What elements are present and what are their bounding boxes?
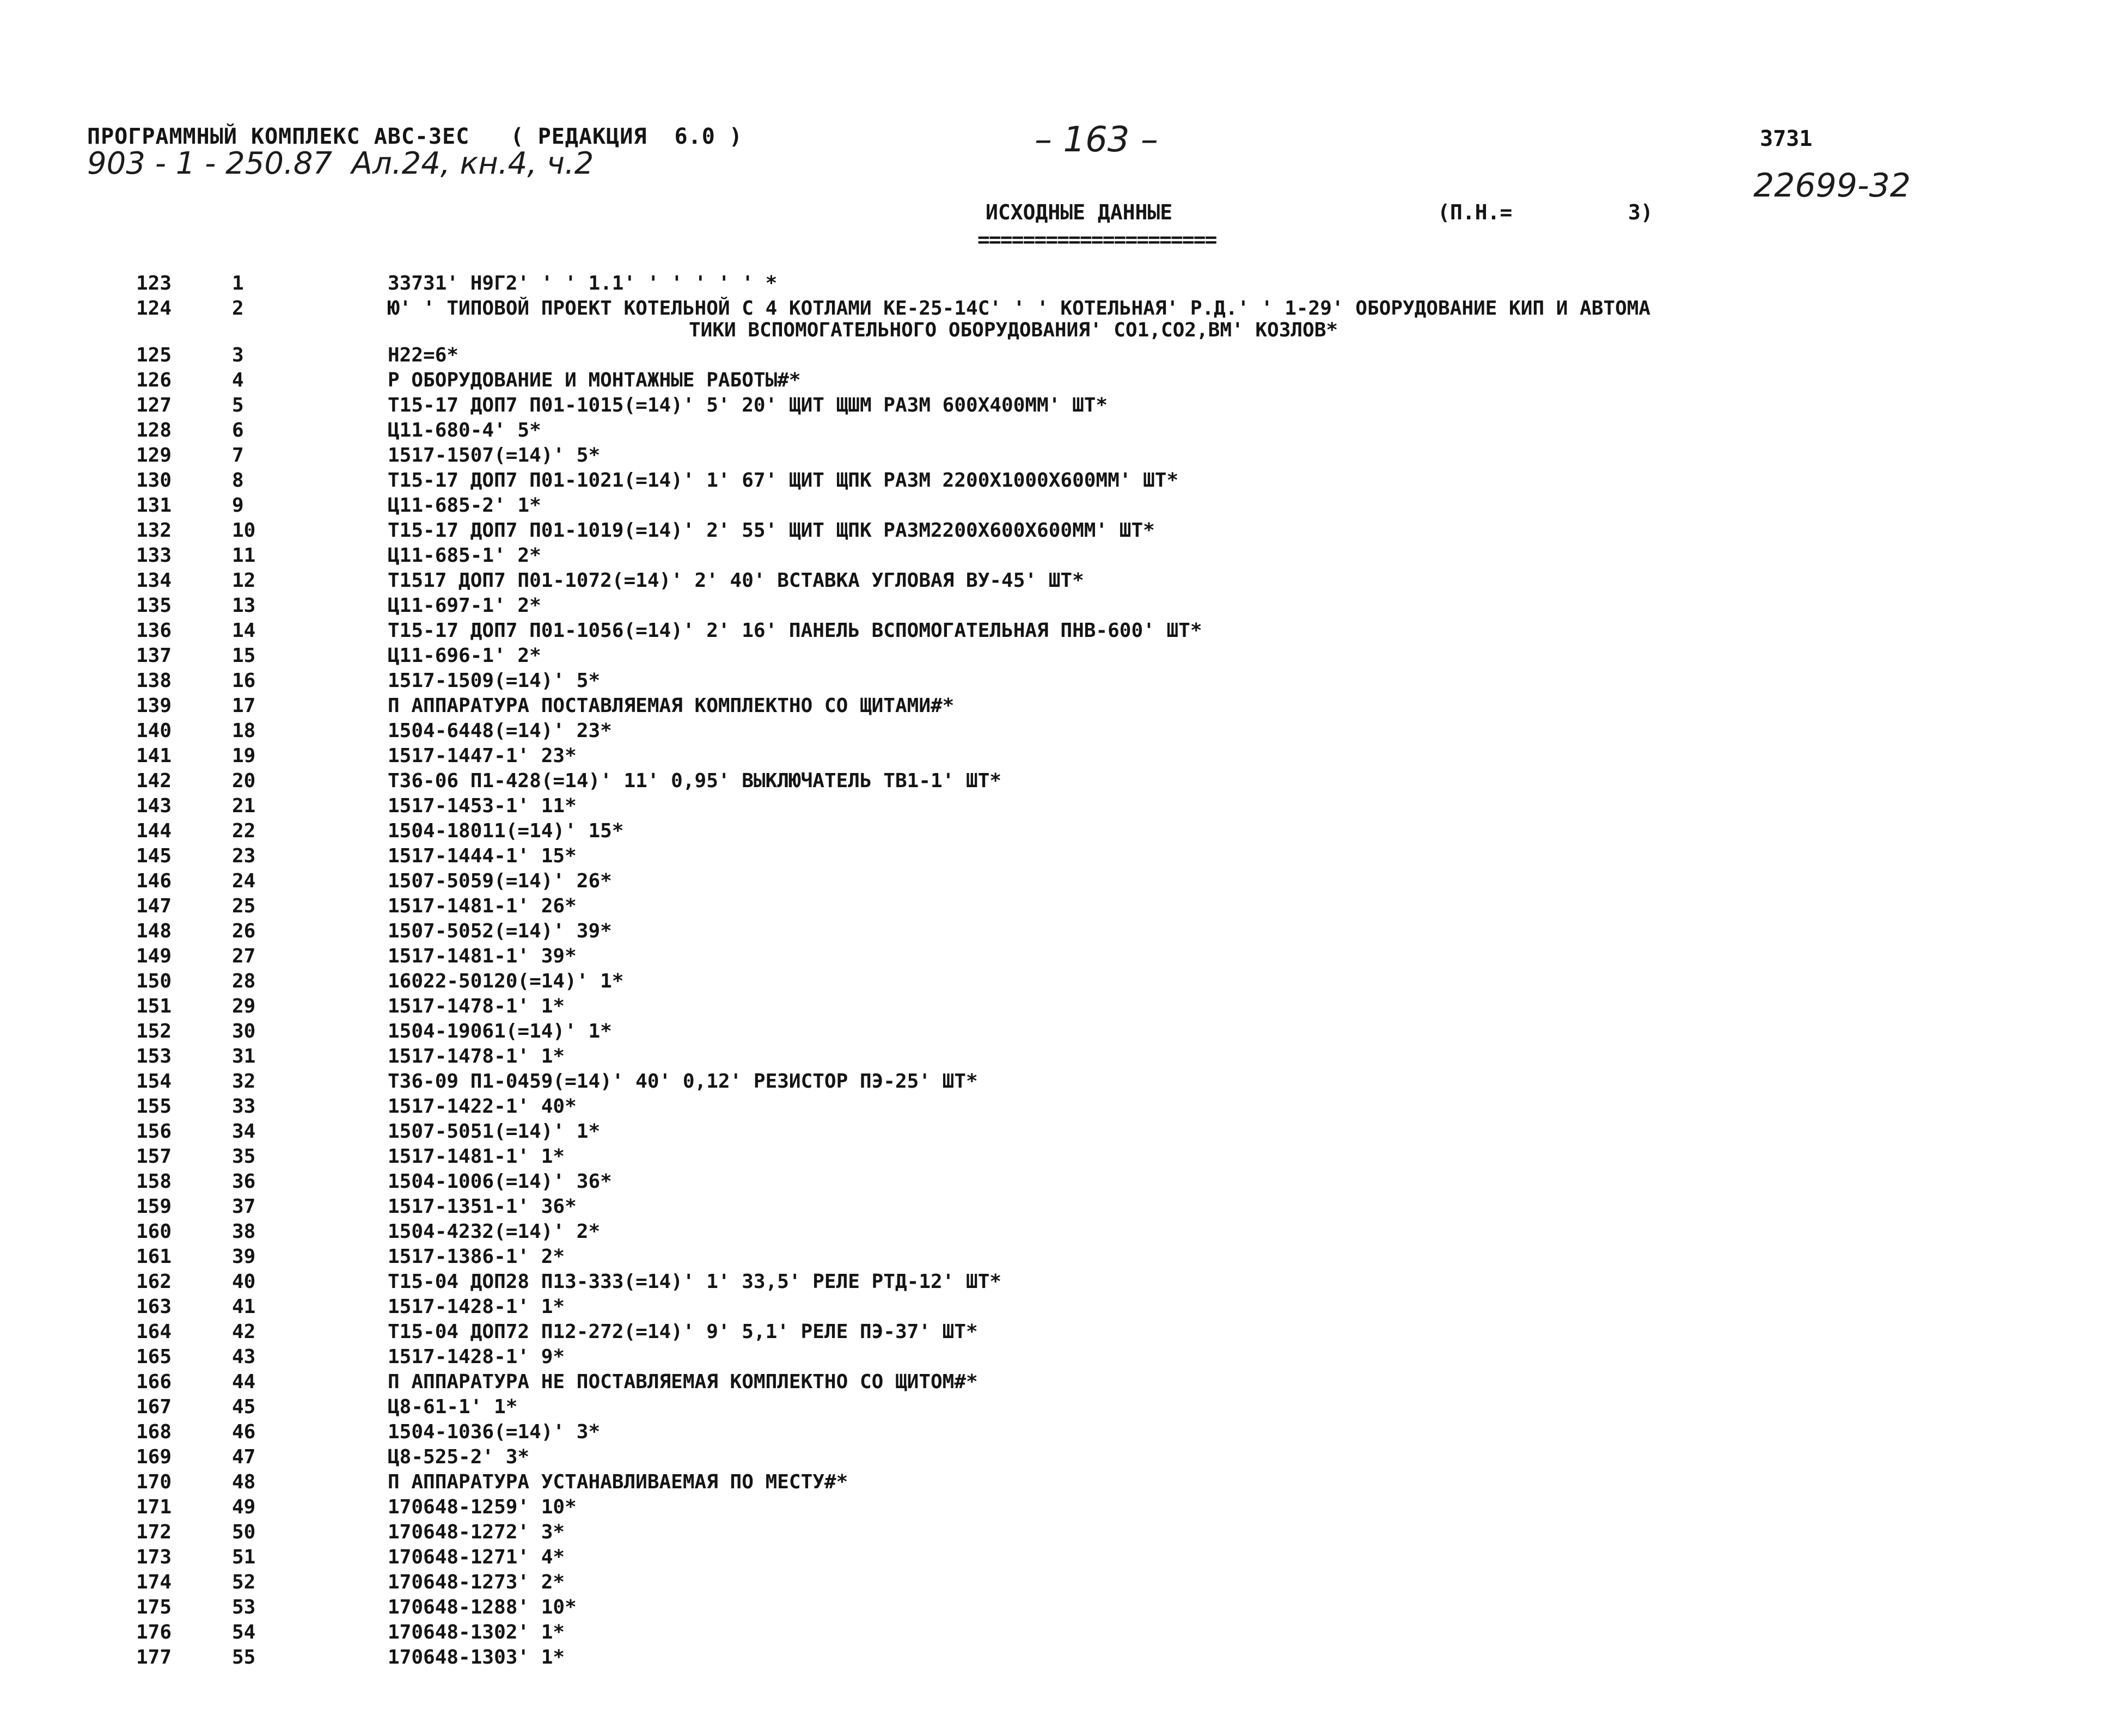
- row-text: Т36-09 П1-0459(=14)' 40' 0,12' РЕЗИСТОР ПЭ-25' ШТ*: [388, 1070, 978, 1093]
- row-sequence: 38: [232, 1220, 256, 1243]
- listing-row: [0, 770, 2122, 795]
- row-number: 138: [136, 670, 172, 692]
- listing-row: [0, 1446, 2122, 1471]
- listing-row: [0, 1020, 2122, 1045]
- listing-row: [0, 1496, 2122, 1521]
- row-text: 1507-5059(=14)' 26*: [388, 870, 612, 892]
- row-number: 169: [136, 1446, 172, 1468]
- row-text: 170648-1259' 10*: [388, 1496, 577, 1518]
- row-number: 149: [136, 945, 172, 967]
- listing-row: [0, 745, 2122, 770]
- listing-row: [0, 870, 2122, 895]
- row-number: 124: [136, 297, 172, 320]
- row-text: 1507-5051(=14)' 1*: [388, 1120, 601, 1143]
- row-text: 1517-1507(=14)' 5*: [388, 444, 601, 467]
- row-text: 1517-1428-1' 1*: [388, 1296, 565, 1318]
- handwritten-code: 22699-32: [1753, 167, 1911, 205]
- row-text: 1517-1481-1' 1*: [388, 1145, 565, 1168]
- listing-row: [0, 1546, 2122, 1571]
- row-text: Т15-17 ДОП7 П01-1015(=14)' 5' 20' ЩИТ ЩШМ РАЗМ 600Х400ММ' ШТ*: [388, 394, 1108, 416]
- listing-row: [0, 1396, 2122, 1421]
- listing-row: [0, 670, 2122, 695]
- row-text: П АППАРАТУРА УСТАНАВЛИВАЕМАЯ ПО МЕСТУ#*: [388, 1471, 848, 1493]
- row-sequence: 15: [232, 645, 256, 667]
- row-text: 1504-1036(=14)' 3*: [388, 1421, 601, 1443]
- row-sequence: 4: [232, 369, 244, 391]
- row-number: 143: [136, 795, 172, 817]
- row-text: 1517-1481-1' 39*: [388, 945, 577, 967]
- row-number: 137: [136, 645, 172, 667]
- row-number: 159: [136, 1195, 172, 1218]
- row-text: 1517-1509(=14)' 5*: [388, 670, 601, 692]
- row-number: 168: [136, 1421, 172, 1443]
- row-number: 147: [136, 895, 172, 917]
- listing-row: [0, 1371, 2122, 1396]
- row-number: 133: [136, 544, 172, 567]
- document-number: 3731: [1760, 126, 1813, 151]
- row-text: 170648-1272' 3*: [388, 1521, 565, 1543]
- row-sequence: 23: [232, 845, 256, 867]
- row-number: 176: [136, 1621, 172, 1643]
- row-text: Ц11-696-1' 2*: [388, 645, 541, 667]
- listing-row: [0, 795, 2122, 820]
- listing-row: [0, 569, 2122, 594]
- listing-row: [0, 544, 2122, 569]
- listing-row: [0, 1521, 2122, 1546]
- row-sequence: 1: [232, 272, 244, 295]
- row-text: 1517-1481-1' 26*: [388, 895, 577, 917]
- row-sequence: 25: [232, 895, 256, 917]
- row-sequence: 10: [232, 519, 256, 542]
- listing-row: [0, 1571, 2122, 1596]
- row-number: 146: [136, 870, 172, 892]
- row-number: 163: [136, 1296, 172, 1318]
- row-number: 157: [136, 1145, 172, 1168]
- row-sequence: 27: [232, 945, 256, 967]
- listing-row: [0, 970, 2122, 995]
- row-sequence: 26: [232, 920, 256, 942]
- row-number: 145: [136, 845, 172, 867]
- row-sequence: 35: [232, 1145, 256, 1168]
- row-text: Ц8-525-2' 3*: [388, 1446, 530, 1468]
- row-text: 170648-1302' 1*: [388, 1621, 565, 1643]
- row-text: 1504-4232(=14)' 2*: [388, 1220, 601, 1243]
- row-sequence: 36: [232, 1170, 256, 1193]
- row-number: 173: [136, 1546, 172, 1568]
- row-sequence: 34: [232, 1120, 256, 1143]
- listing-row: [0, 1170, 2122, 1195]
- row-number: 126: [136, 369, 172, 391]
- listing-row: [0, 1145, 2122, 1170]
- listing-row: [0, 895, 2122, 920]
- listing-row: [0, 394, 2122, 419]
- row-text: 1504-1006(=14)' 36*: [388, 1170, 612, 1193]
- row-number: 155: [136, 1095, 172, 1118]
- listing-row: [0, 645, 2122, 670]
- row-text: Т15-04 ДОП72 П12-272(=14)' 9' 5,1' РЕЛЕ ПЭ-37' ШТ*: [388, 1321, 978, 1343]
- listing-row: [0, 272, 2122, 297]
- listing-row: [0, 945, 2122, 970]
- listing-row: [0, 594, 2122, 619]
- listing-row: [0, 1596, 2122, 1621]
- row-text: 1507-5052(=14)' 39*: [388, 920, 612, 942]
- row-text: Н22=6*: [388, 344, 459, 366]
- listing-row: [0, 1120, 2122, 1145]
- row-sequence: 24: [232, 870, 256, 892]
- row-number: 144: [136, 820, 172, 842]
- row-text: Р ОБОРУДОВАНИЕ И МОНТАЖНЫЕ РАБОТЫ#*: [388, 369, 801, 391]
- row-sequence: 29: [232, 995, 256, 1017]
- pn-value: 3): [1628, 200, 1653, 224]
- row-text: 170648-1271' 4*: [388, 1546, 565, 1568]
- row-sequence: 44: [232, 1371, 256, 1393]
- row-sequence: 37: [232, 1195, 256, 1218]
- page-number: – 163 –: [1035, 120, 1158, 160]
- row-sequence: 50: [232, 1521, 256, 1543]
- program-header: ПРОГРАММНЫЙ КОМПЛЕКС АВС-ЗЕС ( РЕДАКЦИЯ 6.0 ): [87, 124, 743, 149]
- row-sequence: 9: [232, 494, 244, 517]
- row-sequence: 47: [232, 1446, 256, 1468]
- row-text: 1504-19061(=14)' 1*: [388, 1020, 612, 1042]
- row-sequence: 49: [232, 1496, 256, 1518]
- row-sequence: 14: [232, 619, 256, 642]
- row-number: 140: [136, 720, 172, 742]
- row-sequence: 41: [232, 1296, 256, 1318]
- row-text: 1517-1478-1' 1*: [388, 1045, 565, 1068]
- row-sequence: 2: [232, 297, 244, 320]
- listing-row: [0, 695, 2122, 720]
- row-sequence: 12: [232, 569, 256, 592]
- listing-row: [0, 1621, 2122, 1646]
- row-sequence: 55: [232, 1646, 256, 1668]
- row-number: 164: [136, 1321, 172, 1343]
- row-text: 170648-1273' 2*: [388, 1571, 565, 1593]
- row-text: 16022-50120(=14)' 1*: [388, 970, 624, 992]
- row-text: 1517-1422-1' 40*: [388, 1095, 577, 1118]
- row-number: 150: [136, 970, 172, 992]
- row-number: 167: [136, 1396, 172, 1418]
- listing-row: [0, 1421, 2122, 1446]
- row-number: 135: [136, 594, 172, 617]
- row-number: 156: [136, 1120, 172, 1143]
- row-number: 158: [136, 1170, 172, 1193]
- row-text: Т15-17 ДОП7 П01-1021(=14)' 1' 67' ЩИТ ЩПК РАЗМ 2200Х1000Х600ММ' ШТ*: [388, 469, 1179, 492]
- row-sequence: 16: [232, 670, 256, 692]
- row-sequence: 46: [232, 1421, 256, 1443]
- row-sequence: 40: [232, 1271, 256, 1293]
- pn-label: (П.Н.=: [1438, 200, 1513, 224]
- row-number: 134: [136, 569, 172, 592]
- row-text: Ц11-685-1' 2*: [388, 544, 541, 567]
- row-sequence: 43: [232, 1346, 256, 1368]
- row-sequence: 54: [232, 1621, 256, 1643]
- row-number: 175: [136, 1596, 172, 1618]
- row-sequence: 51: [232, 1546, 256, 1568]
- row-sequence: 48: [232, 1471, 256, 1493]
- row-sequence: 53: [232, 1596, 256, 1618]
- row-number: 125: [136, 344, 172, 366]
- row-sequence: 31: [232, 1045, 256, 1068]
- listing-row: [0, 720, 2122, 745]
- listing-row: [0, 444, 2122, 469]
- row-text: Ц11-697-1' 2*: [388, 594, 541, 617]
- row-text: 1517-1351-1' 36*: [388, 1195, 577, 1218]
- listing-row: [0, 820, 2122, 845]
- row-sequence: 52: [232, 1571, 256, 1593]
- row-number: 130: [136, 469, 172, 492]
- row-number: 148: [136, 920, 172, 942]
- listing-row: [0, 519, 2122, 544]
- row-text: Ц11-680-4' 5*: [388, 419, 541, 441]
- row-number: 166: [136, 1371, 172, 1393]
- row-number: 131: [136, 494, 172, 517]
- listing-row: [0, 1070, 2122, 1095]
- listing-row: [0, 920, 2122, 945]
- row-sequence: 7: [232, 444, 244, 467]
- row-number: 152: [136, 1020, 172, 1042]
- row-text: 1504-6448(=14)' 23*: [388, 720, 612, 742]
- row-text: Т15-04 ДОП28 П13-333(=14)' 1' 33,5' РЕЛЕ РТД-12' ШТ*: [388, 1271, 1002, 1293]
- row-number: 136: [136, 619, 172, 642]
- row-number: 127: [136, 394, 172, 416]
- row-sequence: 8: [232, 469, 244, 492]
- row-number: 141: [136, 745, 172, 767]
- row-text: 1504-18011(=14)' 15*: [388, 820, 624, 842]
- listing-row: [0, 1246, 2122, 1271]
- listing-row: [0, 419, 2122, 444]
- row-sequence: 11: [232, 544, 256, 567]
- row-text: Т36-06 П1-428(=14)' 11' 0,95' ВЫКЛЮЧАТЕЛЬ ТВ1-1' ШТ*: [388, 770, 1002, 792]
- page-title: ИСХОДНЫЕ ДАННЫЕ: [986, 200, 1173, 224]
- row-number: 162: [136, 1271, 172, 1293]
- row-text: 1517-1478-1' 1*: [388, 995, 565, 1017]
- row-number: 153: [136, 1045, 172, 1068]
- row-number: 171: [136, 1496, 172, 1518]
- listing-row: [0, 1346, 2122, 1371]
- listing-row: [0, 1220, 2122, 1246]
- row-sequence: 20: [232, 770, 256, 792]
- row-sequence: 19: [232, 745, 256, 767]
- row-text: Т15-17 ДОП7 П01-1019(=14)' 2' 55' ЩИТ ЩПК РАЗМ2200Х600Х600ММ' ШТ*: [388, 519, 1155, 542]
- row-text: 1517-1428-1' 9*: [388, 1346, 565, 1368]
- row-sequence: 45: [232, 1396, 256, 1418]
- row-text: Т1517 ДОП7 П01-1072(=14)' 2' 40' ВСТАВКА УГЛОВАЯ ВУ-45' ШТ*: [388, 569, 1084, 592]
- row-number: 177: [136, 1646, 172, 1668]
- row-text: Ц8-61-1' 1*: [388, 1396, 518, 1418]
- row-text: П АППАРАТУРА ПОСТАВЛЯЕМАЯ КОМПЛЕКТНО СО ЩИТАМИ#*: [388, 695, 955, 717]
- row-number: 170: [136, 1471, 172, 1493]
- title-underline: =====================: [977, 228, 1216, 251]
- listing-row: [0, 369, 2122, 394]
- row-number: 151: [136, 995, 172, 1017]
- listing-row: [0, 619, 2122, 645]
- row-number: 165: [136, 1346, 172, 1368]
- row-number: 132: [136, 519, 172, 542]
- row-sequence: 18: [232, 720, 256, 742]
- listing-row: [0, 1471, 2122, 1496]
- row-number: 128: [136, 419, 172, 441]
- row-sequence: 22: [232, 820, 256, 842]
- row-text: Т15-17 ДОП7 П01-1056(=14)' 2' 16' ПАНЕЛЬ ВСПОМОГАТЕЛЬНАЯ ПНВ-600' ШТ*: [388, 619, 1202, 642]
- listing-row: [0, 1045, 2122, 1070]
- row-text: 1517-1386-1' 2*: [388, 1246, 565, 1268]
- listing-row: [0, 1646, 2122, 1671]
- row-number: 160: [136, 1220, 172, 1243]
- row-text: Ц11-685-2' 1*: [388, 494, 541, 517]
- row-sequence: 5: [232, 394, 244, 416]
- handwritten-reference: 903 - 1 - 250.87 Ал.24, кн.4, ч.2: [87, 146, 594, 181]
- row-number: 139: [136, 695, 172, 717]
- listing-row: [0, 995, 2122, 1020]
- listing-row: [0, 845, 2122, 870]
- listing-row: [0, 1321, 2122, 1346]
- row-sequence: 39: [232, 1246, 256, 1268]
- listing-row: [0, 344, 2122, 369]
- row-number: 174: [136, 1571, 172, 1593]
- row-text: 1517-1444-1' 15*: [388, 845, 577, 867]
- listing-row: [0, 1296, 2122, 1321]
- row-sequence: 30: [232, 1020, 256, 1042]
- listing-row: [0, 1271, 2122, 1296]
- listing-row: [0, 494, 2122, 519]
- row-text: 1517-1453-1' 11*: [388, 795, 577, 817]
- listing-row: [0, 1095, 2122, 1120]
- row-continuation: ТИКИ ВСПОМОГАТЕЛЬНОГО ОБОРУДОВАНИЯ' СО1,СО2,ВМ' КОЗЛОВ*: [689, 319, 1338, 341]
- row-sequence: 3: [232, 344, 244, 366]
- row-text: П АППАРАТУРА НЕ ПОСТАВЛЯЕМАЯ КОМПЛЕКТНО СО ЩИТОМ#*: [388, 1371, 978, 1393]
- row-sequence: 13: [232, 594, 256, 617]
- row-number: 142: [136, 770, 172, 792]
- listing-row: [0, 469, 2122, 494]
- row-text: 1517-1447-1' 23*: [388, 745, 577, 767]
- row-sequence: 42: [232, 1321, 256, 1343]
- listing-row: [0, 1195, 2122, 1220]
- row-number: 172: [136, 1521, 172, 1543]
- row-text: 170648-1303' 1*: [388, 1646, 565, 1668]
- row-sequence: 28: [232, 970, 256, 992]
- row-number: 129: [136, 444, 172, 467]
- row-text: Ю' ' ТИПОВОЙ ПРОЕКТ КОТЕЛЬНОЙ С 4 КОТЛАМИ КЕ-25-14С' ' ' КОТЕЛЬНАЯ' Р.Д.' ' 1-29' ОБОРУДОВАНИЕ КИП И АВТОМА: [388, 297, 1651, 320]
- row-number: 154: [136, 1070, 172, 1093]
- row-sequence: 33: [232, 1095, 256, 1118]
- row-text: 170648-1288' 10*: [388, 1596, 577, 1618]
- row-number: 161: [136, 1246, 172, 1268]
- row-sequence: 17: [232, 695, 256, 717]
- row-sequence: 6: [232, 419, 244, 441]
- row-sequence: 32: [232, 1070, 256, 1093]
- row-text: 33731' Н9Г2' ' ' 1.1' ' ' ' ' ' *: [388, 272, 778, 295]
- row-number: 123: [136, 272, 172, 295]
- row-sequence: 21: [232, 795, 256, 817]
